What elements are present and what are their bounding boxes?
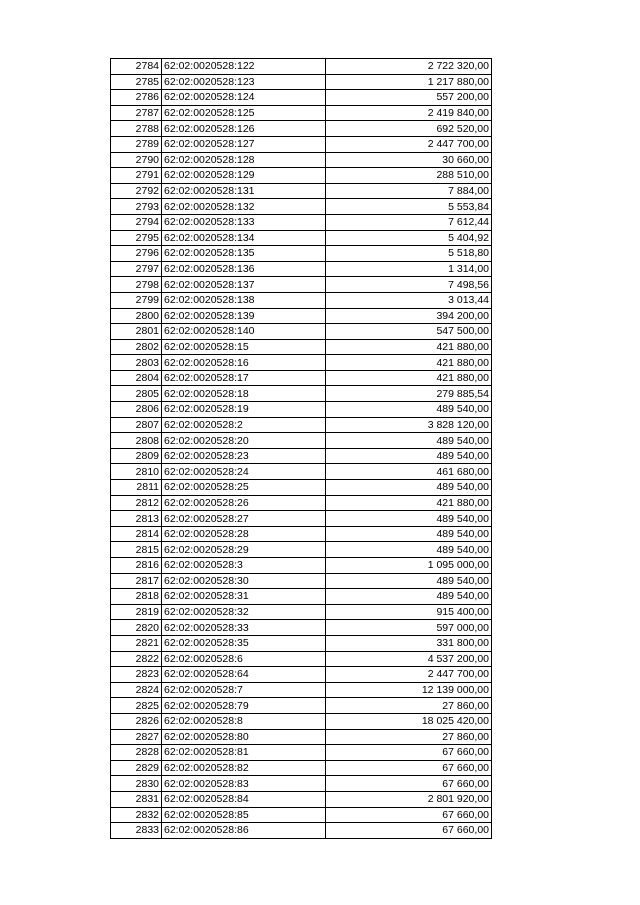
table-row	[111, 277, 492, 293]
cadastral-value-cell: 489 540,00	[326, 511, 492, 527]
cadastral-number-cell: 62:02:0020528:136	[162, 261, 326, 277]
cadastral-number-cell: 62:02:0020528:131	[162, 183, 326, 199]
cadastral-number-cell: 62:02:0020528:31	[162, 589, 326, 605]
cadastral-value-cell: 489 540,00	[326, 542, 492, 558]
table-row	[111, 573, 492, 589]
cadastral-number-cell: 62:02:0020528:128	[162, 152, 326, 168]
table-row	[111, 464, 492, 480]
row-number-cell: 2811	[111, 480, 162, 496]
cadastral-number-cell: 62:02:0020528:125	[162, 105, 326, 121]
table-row	[111, 729, 492, 745]
cadastral-value-cell: 67 660,00	[326, 745, 492, 761]
cadastral-value-cell: 5 518,80	[326, 246, 492, 262]
table-row	[111, 386, 492, 402]
cadastral-value-cell: 67 660,00	[326, 760, 492, 776]
cadastral-number-cell: 62:02:0020528:20	[162, 433, 326, 449]
row-number-cell: 2803	[111, 355, 162, 371]
cadastral-number-cell: 62:02:0020528:129	[162, 168, 326, 184]
cadastral-value-cell: 67 660,00	[326, 823, 492, 839]
cadastral-number-cell: 62:02:0020528:79	[162, 698, 326, 714]
row-number-cell: 2800	[111, 308, 162, 324]
cadastral-value-cell: 12 139 000,00	[326, 682, 492, 698]
cadastral-value-cell: 489 540,00	[326, 433, 492, 449]
cadastral-value-cell: 7 498,56	[326, 277, 492, 293]
row-number-cell: 2822	[111, 651, 162, 667]
cadastral-number-cell: 62:02:0020528:124	[162, 90, 326, 106]
table-row	[111, 448, 492, 464]
row-number-cell: 2798	[111, 277, 162, 293]
cadastral-number-cell: 62:02:0020528:123	[162, 74, 326, 90]
table-row	[111, 199, 492, 215]
cadastral-number-cell: 62:02:0020528:8	[162, 713, 326, 729]
cadastral-number-cell: 62:02:0020528:26	[162, 495, 326, 511]
table-row	[111, 74, 492, 90]
row-number-cell: 2809	[111, 448, 162, 464]
row-number-cell: 2807	[111, 417, 162, 433]
table-row	[111, 152, 492, 168]
cadastral-value-cell: 67 660,00	[326, 807, 492, 823]
cadastral-number-cell: 62:02:0020528:64	[162, 667, 326, 683]
cadastral-value-cell: 2 801 920,00	[326, 791, 492, 807]
cadastral-number-cell: 62:02:0020528:137	[162, 277, 326, 293]
cadastral-number-cell: 62:02:0020528:85	[162, 807, 326, 823]
cadastral-value-cell: 597 000,00	[326, 620, 492, 636]
cadastral-number-cell: 62:02:0020528:126	[162, 121, 326, 137]
row-number-cell: 2799	[111, 292, 162, 308]
table-row	[111, 246, 492, 262]
table-row	[111, 136, 492, 152]
cadastral-value-cell: 3 013,44	[326, 292, 492, 308]
cadastral-number-cell: 62:02:0020528:83	[162, 776, 326, 792]
cadastral-number-cell: 62:02:0020528:25	[162, 480, 326, 496]
row-number-cell: 2795	[111, 230, 162, 246]
table-row	[111, 495, 492, 511]
cadastral-value-cell: 27 860,00	[326, 698, 492, 714]
table-row	[111, 261, 492, 277]
row-number-cell: 2788	[111, 121, 162, 137]
cadastral-number-cell: 62:02:0020528:17	[162, 370, 326, 386]
row-number-cell: 2793	[111, 199, 162, 215]
table-row	[111, 511, 492, 527]
cadastral-value-cell: 27 860,00	[326, 729, 492, 745]
cadastral-value-cell: 692 520,00	[326, 121, 492, 137]
table-row	[111, 90, 492, 106]
cadastral-value-cell: 3 828 120,00	[326, 417, 492, 433]
cadastral-number-cell: 62:02:0020528:132	[162, 199, 326, 215]
row-number-cell: 2831	[111, 791, 162, 807]
row-number-cell: 2787	[111, 105, 162, 121]
row-number-cell: 2828	[111, 745, 162, 761]
row-number-cell: 2818	[111, 589, 162, 605]
table-row	[111, 183, 492, 199]
cadastral-value-cell: 2 722 320,00	[326, 59, 492, 75]
cadastral-number-cell: 62:02:0020528:6	[162, 651, 326, 667]
row-number-cell: 2806	[111, 402, 162, 418]
cadastral-number-cell: 62:02:0020528:33	[162, 620, 326, 636]
cadastral-value-cell: 18 025 420,00	[326, 713, 492, 729]
row-number-cell: 2827	[111, 729, 162, 745]
table-row	[111, 791, 492, 807]
cadastral-value-cell: 279 885,54	[326, 386, 492, 402]
cadastral-number-cell: 62:02:0020528:32	[162, 604, 326, 620]
row-number-cell: 2813	[111, 511, 162, 527]
row-number-cell: 2796	[111, 246, 162, 262]
cadastral-number-cell: 62:02:0020528:29	[162, 542, 326, 558]
row-number-cell: 2797	[111, 261, 162, 277]
cadastral-value-cell: 5 404,92	[326, 230, 492, 246]
row-number-cell: 2784	[111, 59, 162, 75]
table-row	[111, 823, 492, 839]
cadastral-value-cell: 547 500,00	[326, 324, 492, 340]
cadastral-number-cell: 62:02:0020528:19	[162, 402, 326, 418]
cadastral-number-cell: 62:02:0020528:18	[162, 386, 326, 402]
table-row	[111, 308, 492, 324]
cadastral-value-cell: 394 200,00	[326, 308, 492, 324]
table-row	[111, 604, 492, 620]
cadastral-value-cell: 2 447 700,00	[326, 667, 492, 683]
row-number-cell: 2832	[111, 807, 162, 823]
cadastral-number-cell: 62:02:0020528:23	[162, 448, 326, 464]
table-row	[111, 589, 492, 605]
cadastral-value-cell: 7 612,44	[326, 214, 492, 230]
table-row	[111, 59, 492, 75]
cadastral-value-cell: 421 880,00	[326, 495, 492, 511]
row-number-cell: 2810	[111, 464, 162, 480]
row-number-cell: 2802	[111, 339, 162, 355]
table-row	[111, 339, 492, 355]
cadastral-value-cell: 421 880,00	[326, 370, 492, 386]
table-row	[111, 526, 492, 542]
row-number-cell: 2824	[111, 682, 162, 698]
cadastral-number-cell: 62:02:0020528:127	[162, 136, 326, 152]
cadastral-number-cell: 62:02:0020528:135	[162, 246, 326, 262]
row-number-cell: 2829	[111, 760, 162, 776]
table-row	[111, 651, 492, 667]
row-number-cell: 2790	[111, 152, 162, 168]
row-number-cell: 2801	[111, 324, 162, 340]
table-row	[111, 745, 492, 761]
cadastral-value-cell: 67 660,00	[326, 776, 492, 792]
table-row	[111, 214, 492, 230]
cadastral-value-cell: 2 419 840,00	[326, 105, 492, 121]
row-number-cell: 2821	[111, 635, 162, 651]
cadastral-value-table	[110, 58, 492, 839]
cadastral-number-cell: 62:02:0020528:82	[162, 760, 326, 776]
cadastral-value-cell: 5 553,84	[326, 199, 492, 215]
cadastral-number-cell: 62:02:0020528:80	[162, 729, 326, 745]
table-row	[111, 417, 492, 433]
cadastral-number-cell: 62:02:0020528:140	[162, 324, 326, 340]
row-number-cell: 2833	[111, 823, 162, 839]
cadastral-number-cell: 62:02:0020528:7	[162, 682, 326, 698]
cadastral-number-cell: 62:02:0020528:122	[162, 59, 326, 75]
cadastral-value-cell: 30 660,00	[326, 152, 492, 168]
cadastral-value-cell: 557 200,00	[326, 90, 492, 106]
cadastral-value-cell: 288 510,00	[326, 168, 492, 184]
cadastral-value-cell: 489 540,00	[326, 402, 492, 418]
row-number-cell: 2805	[111, 386, 162, 402]
cadastral-value-cell: 331 800,00	[326, 635, 492, 651]
table-row	[111, 480, 492, 496]
cadastral-value-cell: 915 400,00	[326, 604, 492, 620]
table-row	[111, 105, 492, 121]
cadastral-value-cell: 489 540,00	[326, 573, 492, 589]
table-row	[111, 370, 492, 386]
table-row	[111, 121, 492, 137]
cadastral-value-cell: 1 217 880,00	[326, 74, 492, 90]
row-number-cell: 2814	[111, 526, 162, 542]
cadastral-number-cell: 62:02:0020528:84	[162, 791, 326, 807]
table-row	[111, 292, 492, 308]
table-row	[111, 230, 492, 246]
cadastral-number-cell: 62:02:0020528:24	[162, 464, 326, 480]
cadastral-value-cell: 4 537 200,00	[326, 651, 492, 667]
table-row	[111, 324, 492, 340]
row-number-cell: 2786	[111, 90, 162, 106]
cadastral-value-cell: 461 680,00	[326, 464, 492, 480]
row-number-cell: 2823	[111, 667, 162, 683]
cadastral-value-cell: 7 884,00	[326, 183, 492, 199]
row-number-cell: 2819	[111, 604, 162, 620]
cadastral-number-cell: 62:02:0020528:138	[162, 292, 326, 308]
table-row	[111, 635, 492, 651]
cadastral-number-cell: 62:02:0020528:35	[162, 635, 326, 651]
row-number-cell: 2816	[111, 558, 162, 574]
cadastral-value-cell: 489 540,00	[326, 526, 492, 542]
cadastral-number-cell: 62:02:0020528:86	[162, 823, 326, 839]
cadastral-number-cell: 62:02:0020528:16	[162, 355, 326, 371]
table-row	[111, 776, 492, 792]
table-row	[111, 620, 492, 636]
cadastral-value-cell: 489 540,00	[326, 589, 492, 605]
row-number-cell: 2820	[111, 620, 162, 636]
row-number-cell: 2815	[111, 542, 162, 558]
cadastral-number-cell: 62:02:0020528:134	[162, 230, 326, 246]
table-row	[111, 558, 492, 574]
row-number-cell: 2826	[111, 713, 162, 729]
table-body	[111, 59, 492, 839]
row-number-cell: 2817	[111, 573, 162, 589]
cadastral-value-cell: 489 540,00	[326, 480, 492, 496]
row-number-cell: 2804	[111, 370, 162, 386]
row-number-cell: 2812	[111, 495, 162, 511]
cadastral-value-cell: 421 880,00	[326, 355, 492, 371]
row-number-cell: 2785	[111, 74, 162, 90]
cadastral-number-cell: 62:02:0020528:28	[162, 526, 326, 542]
cadastral-value-cell: 2 447 700,00	[326, 136, 492, 152]
cadastral-number-cell: 62:02:0020528:27	[162, 511, 326, 527]
table-row	[111, 807, 492, 823]
cadastral-number-cell: 62:02:0020528:133	[162, 214, 326, 230]
cadastral-value-cell: 489 540,00	[326, 448, 492, 464]
table-row	[111, 542, 492, 558]
row-number-cell: 2808	[111, 433, 162, 449]
table-row	[111, 168, 492, 184]
table-row	[111, 760, 492, 776]
table-row	[111, 667, 492, 683]
table-row	[111, 402, 492, 418]
row-number-cell: 2792	[111, 183, 162, 199]
table-row	[111, 698, 492, 714]
cadastral-value-cell: 421 880,00	[326, 339, 492, 355]
row-number-cell: 2825	[111, 698, 162, 714]
cadastral-number-cell: 62:02:0020528:2	[162, 417, 326, 433]
cadastral-number-cell: 62:02:0020528:15	[162, 339, 326, 355]
table-row	[111, 713, 492, 729]
table-row	[111, 682, 492, 698]
cadastral-number-cell: 62:02:0020528:3	[162, 558, 326, 574]
cadastral-number-cell: 62:02:0020528:81	[162, 745, 326, 761]
table-row	[111, 355, 492, 371]
table-row	[111, 433, 492, 449]
cadastral-number-cell: 62:02:0020528:139	[162, 308, 326, 324]
cadastral-number-cell: 62:02:0020528:30	[162, 573, 326, 589]
row-number-cell: 2789	[111, 136, 162, 152]
cadastral-value-cell: 1 314,00	[326, 261, 492, 277]
row-number-cell: 2791	[111, 168, 162, 184]
row-number-cell: 2794	[111, 214, 162, 230]
cadastral-value-cell: 1 095 000,00	[326, 558, 492, 574]
row-number-cell: 2830	[111, 776, 162, 792]
